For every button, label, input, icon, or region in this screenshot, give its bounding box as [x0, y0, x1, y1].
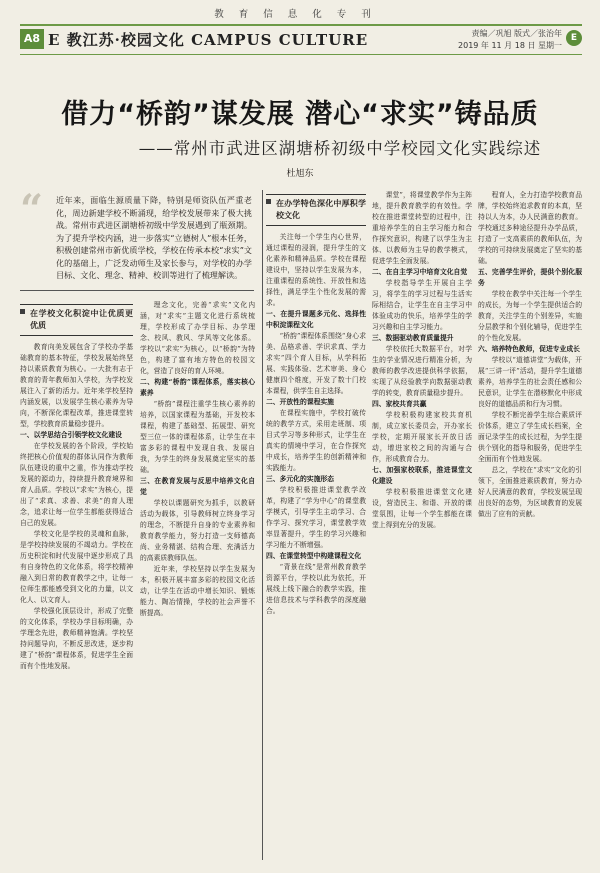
quote-icon: “ — [20, 186, 44, 233]
paragraph: 学校文化是学校的灵魂和血脉，是学校持续发展的不竭动力。学校在历史积淀和时代发展中逐步形成了具有自身特色的文化体系，将学校精神融入到日常的教育教学之中，让每一位师生都能感受到文化的力量，以文化人、以文育人。 — [20, 530, 133, 604]
column-divider — [262, 190, 263, 860]
section-title: E 教江苏·校园文化 CAMPUS CULTURE — [48, 31, 369, 49]
editors: 责编／巩旭 版式／张治年 — [471, 29, 562, 38]
subheading: 七、加强家校联系，推进课堂文化建设 — [372, 466, 472, 485]
masthead-info — [432, 28, 562, 52]
page-banner: 教育信息化专刊 — [214, 9, 386, 20]
subheading: 二、在自主学习中培育文化自觉 — [372, 268, 468, 276]
paragraph: 学校积极构建家校共育机制，成立家长委员会，开办家长学校，定期开展家长开放日活动，增进家校之间的沟通与合作，形成教育合力。 — [372, 411, 472, 463]
subheading: 六、培养特色教师，促进专业成长 — [478, 345, 580, 353]
paragraph: 学校不断完善学生综合素质评价体系，建立了学生成长档案，全面记录学生的成长过程，为学生提供个别化的指导和服务，促进学生全面而有个性地发展。 — [478, 411, 582, 463]
paragraph: 学校以课题研究为抓手，以教研活动为载体，引导教师树立终身学习的理念，不断提升自身的专业素养和教育教学能力，努力打造一支师德高尚、业务精湛、结构合理、充满活力的高素质教师队伍。 — [140, 499, 255, 562]
paragraph: 学校以“道德讲堂”为载体，开展“三讲一评”活动，提升学生道德素养，培养学生的社会责任感和公民意识，让学生在潜移默化中形成良好的道德品质和行为习惯。 — [478, 356, 582, 408]
page-number: A8 — [20, 29, 44, 49]
paragraph: 学校指导学生开展自主学习，将学生的学习过程与生活实际相结合，让学生在自主学习中体验成功的快乐，培养学生的学习兴趣和自主学习能力。 — [372, 279, 472, 331]
date: 2019 年 11 月 18 日 星期一 — [458, 41, 562, 50]
subheading: 三、多元化的实施形态 — [266, 475, 334, 483]
subheading: 二、开放性的课程实施 — [266, 398, 334, 406]
subheading: 三、数据驱动教育质量提升 — [372, 334, 454, 342]
section-heading: 在办学特色深化中厚积学校文化 — [266, 194, 366, 226]
column-3 — [266, 190, 366, 865]
headline: 借力“桥韵”谋发展 潜心“求实”铸品质 — [61, 99, 539, 130]
paragraph: 课堂”，将课堂教学作为主阵地，提升教育教学的有效性。学校在推进课堂转型的过程中，注重培养学生的自主学习能力和合作探究意识，构建了以学生为主体、以教师为主导的教学模式，促进学生全面发展。 — [372, 191, 472, 265]
paragraph: 近年来，学校坚持以学生发展为本，积极开展丰富多彩的校园文化活动，让学生在活动中增长知识、锻炼能力、陶冶情操，学校的社会声誉不断提高。 — [140, 565, 255, 617]
paragraph: 在课程实施中，学校打破传统的教学方式，采用走班制、项目式学习等多种形式，让学生在真实的情境中学习，在合作探究中成长，培养学生的创新精神和实践能力。 — [266, 409, 366, 472]
section-heading: 在学校文化积淀中让优质更优质 — [20, 304, 133, 336]
paragraph: “桥韵”课程体系围绕“身心求美、品格求善、学识求真、学力求实”四个育人目标，从学科拓展、实践体验、艺术审美、身心健康四个维度，开发了数十门校本课程，供学生自主选择。 — [266, 332, 366, 395]
subheading: 四、在课堂转型中构建课程文化 — [266, 552, 362, 560]
intro-divider — [20, 290, 254, 291]
paragraph: 学校积极推进课堂文化建设，营造民主、和谐、开放的课堂氛围，让每一个学生都能在课堂上得到充分的发展。 — [372, 488, 472, 529]
subheading: 一、以学思结合引领学校文化建设 — [20, 431, 122, 439]
paragraph: 学校在教学中关注每一个学生的成长，为每一个学生提供适合的教育，关注学生的个别差异，实施分层教学和个别化辅导，促进学生的个性化发展。 — [478, 290, 582, 342]
subheading: 二、构建“桥韵”课程体系，落实核心素养 — [140, 378, 255, 397]
subheadline: ——常州市武进区湖塘桥初级中学校园文化实践综述 — [138, 139, 542, 158]
paragraph: “背景在线”是常州教育教学资源平台，学校以此为依托，开展线上线下融合的教学实践，推进信息技术与学科教学的深度融合。 — [266, 563, 366, 615]
subheading: 一、在提升课题多元化、选择性中积淀课程文化 — [266, 310, 366, 329]
paragraph: 学校强化顶层设计，形成了完整的文化体系，学校办学目标明确，办学理念先进，教师精神饱满。学校坚持问题导向，不断反思改进，逐步构建了“桥韵”课程体系，促进学生全面而有个性地发展。 — [20, 607, 133, 670]
paragraph: 教育向美发展包含了学校办学基础教育的基本特征，学校发展始终坚持以素质教育为核心。一大批有志于教育的青年教师加入学校，为学校发展注入了新的活力。近年来学校坚持内涵发展，以发展学生核心素养为导向，不断深化课程改革，推进课堂转型，学校教育质量稳步提升。 — [20, 343, 133, 428]
subheading: 三、在教育发展与反思中培养文化自觉 — [140, 477, 255, 496]
paragraph: 学校依托大数据平台，对学生的学业情况进行精准分析，为教师的教学改进提供科学依据，实现了从经验教学向数据驱动教学的转变，教育质量稳步提升。 — [372, 345, 472, 397]
masthead — [20, 24, 582, 55]
paragraph: “桥韵”课程注重学生核心素养的培养，以国家课程为基础，开发校本课程，构建了基础型、拓展型、研究型三位一体的课程体系，让学生在丰富多彩的课程中发现自我、发展自我，为学生的终身发展奠定坚实的基础。 — [140, 400, 255, 474]
column-4 — [372, 190, 472, 865]
paragraph: 理念文化，完善“求实”文化内涵，对“求实”主题文化进行系统梳理，学校形成了办学目标、办学理念、校风、教风、学风等文化体系。学校以“求实”为核心，以“桥韵”为特色，构建了富有地方特色的校园文化，营造了良好的育人环境。 — [140, 301, 255, 375]
intro-paragraph: 近年来，面临生源质量下降，特别是师资队伍严重老化，周边新建学校不断涌现，给学校发展带来了极大挑战。常州市武进区湖塘桥初级中学发展遇到了瓶颈期。为了提升学校内涵，进一步落实“立德树人”根本任务，积极创建常州市新优质学校，学校在传承本校“求实”文化的基础上，广泛发动师生及家长参与，对学校的办学目标、文化、理念、精神、校训等进行了梳理解读。 — [56, 195, 252, 280]
byline: 杜旭东 — [286, 169, 314, 179]
subheading: 四、家校共育共赢 — [372, 400, 427, 408]
subheading: 五、完善学生评价，提供个别化服务 — [478, 268, 582, 287]
paragraph: 在学校发展的各个阶段，学校始终把核心价值观的群体认同作为教师队伍建设的重中之重，作为推动学校发展的源动力，持续提升教育境界和育人品质。学校以“求实”为核心，提出了“求真、求善、求美”的育人理念，追求让每一位学生都能获得适合自己的发展。 — [20, 442, 133, 527]
paragraph: 学校积极推进课堂教学改革，构建了“学为中心”的课堂教学模式，引导学生主动学习、合作学习、探究学习，课堂教学效率显著提升，学生的学习兴趣和学习能力不断增强。 — [266, 486, 366, 549]
column-1 — [20, 300, 133, 865]
column-5 — [478, 190, 582, 865]
leaf-icon: E — [566, 30, 582, 46]
paragraph: 总之，学校在“求实”文化的引领下，全面推进素质教育，努力办好人民满意的教育，学校发展呈现出良好的态势，为区域教育的发展做出了应有的贡献。 — [478, 466, 582, 518]
paragraph: 程育人，全力打造学校教育品牌，学校始终追求教育的本真，坚持以人为本，办人民满意的教育。学校通过多种途径提升办学品质，打造了一支高素质的教师队伍，为学校的可持续发展奠定了坚实的基础。 — [478, 191, 582, 265]
column-2 — [140, 300, 255, 865]
paragraph: 关注每一个学生内心世界，通过课程的浸润，提升学生的文化素养和精神品质。学校在课程建设中，坚持以学生发展为本，注重课程的系统性、开放性和选择性，满足学生个性化发展的需求。 — [266, 233, 366, 307]
